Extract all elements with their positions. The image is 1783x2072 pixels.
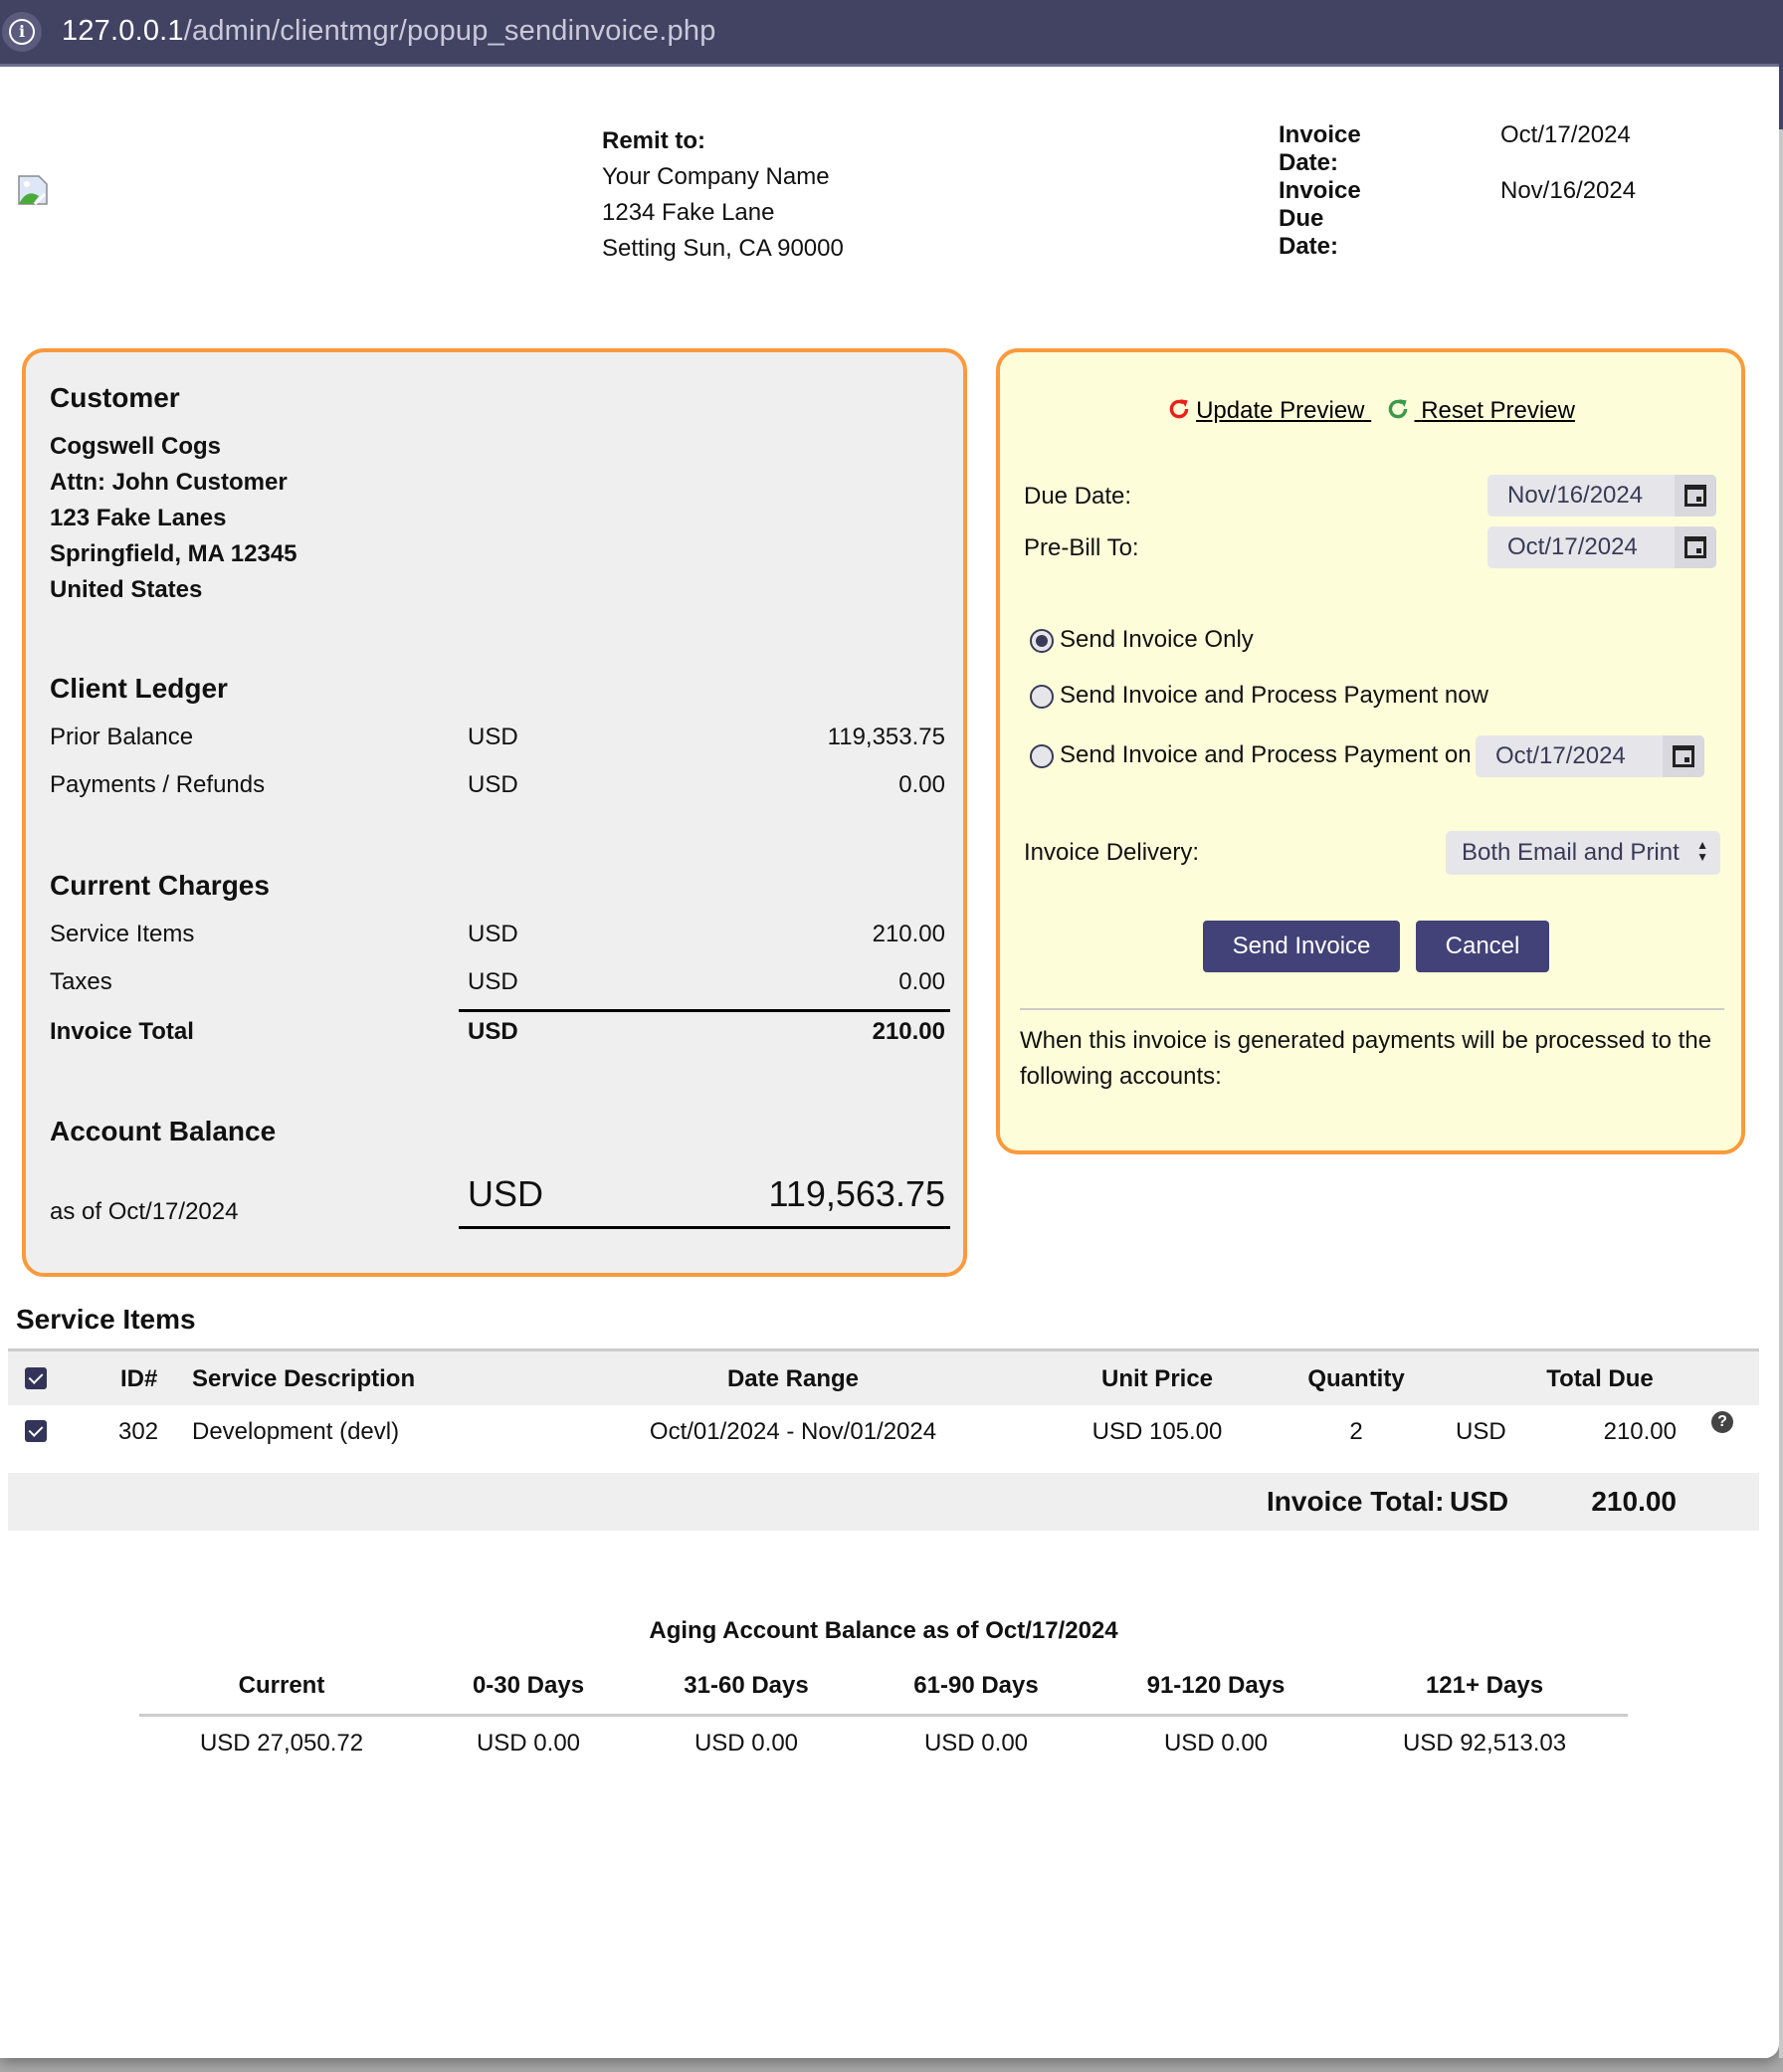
broken-image-icon xyxy=(17,174,49,206)
update-preview-label: Update Preview xyxy=(1196,397,1365,424)
prebill-date-value: Oct/17/2024 xyxy=(1507,533,1638,560)
current-charges-heading: Current Charges xyxy=(50,870,270,901)
ledger-amount: 0.00 xyxy=(898,771,945,798)
row-description: Development (devl) xyxy=(192,1418,400,1445)
calendar-icon[interactable] xyxy=(1663,735,1704,777)
remit-street: 1234 Fake Lane xyxy=(602,199,775,226)
parent-scrollbar[interactable] xyxy=(1779,0,1783,2058)
header-description: Service Description xyxy=(192,1365,416,1392)
prebill-date-input[interactable] xyxy=(1487,526,1716,568)
invoice-total-amount: 210.00 xyxy=(872,1018,945,1045)
calendar-icon[interactable] xyxy=(1675,526,1716,568)
customer-city: Springfield, MA 12345 xyxy=(50,540,297,567)
reset-preview-label: Reset Preview xyxy=(1421,397,1575,424)
update-preview-link[interactable] xyxy=(1196,397,1371,424)
delivery-row xyxy=(1024,831,1720,875)
delivery-value: Both Email and Print xyxy=(1462,839,1680,866)
row-unit-price: USD 105.00 xyxy=(1091,1418,1223,1445)
cancel-button[interactable] xyxy=(1416,921,1549,972)
aging-header: 31-60 Days xyxy=(684,1672,809,1699)
delivery-select[interactable] xyxy=(1446,831,1720,875)
balance-currency: USD xyxy=(468,1173,544,1214)
charge-row xyxy=(50,921,945,956)
refresh-icon-green[interactable] xyxy=(1385,396,1411,429)
aging-title: Aging Account Balance as of Oct/17/2024 xyxy=(649,1617,1118,1644)
aging-value: USD 92,513.03 xyxy=(1402,1730,1567,1757)
row-checkbox[interactable] xyxy=(25,1420,47,1442)
delivery-label: Invoice Delivery: xyxy=(1024,839,1200,866)
aging-header: 61-90 Days xyxy=(913,1672,1039,1699)
ledger-currency: USD xyxy=(468,724,518,750)
account-balance-heading: Account Balance xyxy=(50,1116,277,1146)
payment-date-value: Oct/17/2024 xyxy=(1495,742,1626,769)
preview-links xyxy=(1000,396,1741,429)
send-invoice-label: Send Invoice xyxy=(1232,932,1371,959)
charge-amount: 210.00 xyxy=(872,921,945,947)
row-total: 210.00 xyxy=(1603,1418,1677,1445)
radio-label: Send Invoice and Process Payment now xyxy=(1060,682,1488,709)
aging-values-row xyxy=(139,1730,1628,1765)
invoice-total-currency: USD xyxy=(468,1018,518,1045)
customer-heading: Customer xyxy=(50,382,180,413)
ledger-currency: USD xyxy=(468,771,518,798)
customer-street: 123 Fake Lanes xyxy=(50,505,227,531)
charge-row xyxy=(50,968,945,1004)
invoice-summary-panel xyxy=(22,348,967,1277)
charge-currency: USD xyxy=(468,968,518,995)
header-date-range: Date Range xyxy=(726,1365,860,1392)
refresh-icon-red[interactable] xyxy=(1166,396,1192,429)
payment-accounts-note: When this invoice is generated payments will be processed to the following accounts: xyxy=(1020,1027,1712,1090)
aging-value: USD 0.00 xyxy=(476,1730,581,1757)
invoice-total-currency: USD xyxy=(1450,1486,1509,1517)
header-id: ID# xyxy=(120,1365,158,1392)
row-quantity: 2 xyxy=(1349,1418,1363,1445)
help-icon[interactable]: ? xyxy=(1711,1411,1733,1433)
select-all-checkbox[interactable] xyxy=(25,1367,47,1389)
calendar-icon[interactable] xyxy=(1675,475,1716,517)
reset-preview-link[interactable] xyxy=(1415,397,1575,424)
info-icon[interactable]: i xyxy=(2,12,42,52)
customer-name: Cogswell Cogs xyxy=(50,433,222,460)
balance-asof-text: as of Oct/17/2024 xyxy=(50,1198,239,1225)
aging-value: USD 0.00 xyxy=(1163,1730,1269,1757)
radio-label: Send Invoice and Process Payment on xyxy=(1060,741,1472,768)
ledger-label: Prior Balance xyxy=(50,724,194,750)
customer-attn: Attn: John Customer xyxy=(50,469,288,496)
aging-divider xyxy=(139,1714,1628,1717)
panel-divider xyxy=(1020,1008,1724,1010)
cancel-label: Cancel xyxy=(1445,932,1520,959)
header-unit-price: Unit Price xyxy=(1100,1365,1214,1392)
invoice-total-amount: 210.00 xyxy=(1591,1486,1677,1517)
service-items-heading: Service Items xyxy=(16,1304,196,1335)
invoice-date-label: Invoice Date: xyxy=(1279,121,1361,176)
table-header xyxy=(8,1348,1759,1405)
charge-amount: 0.00 xyxy=(898,968,945,995)
charge-label: Taxes xyxy=(50,968,112,995)
header-quantity: Quantity xyxy=(1307,1365,1405,1392)
radio-label: Send Invoice Only xyxy=(1060,626,1254,653)
prebill-row xyxy=(1024,526,1720,570)
aging-value: USD 0.00 xyxy=(693,1730,799,1757)
aging-value: USD 0.00 xyxy=(923,1730,1029,1757)
balance-underline xyxy=(459,1226,950,1229)
balance-amount: 119,563.75 xyxy=(768,1173,945,1214)
remit-label: Remit to: xyxy=(602,127,705,154)
address-bar[interactable] xyxy=(0,0,1779,67)
select-arrows-icon: ▲ ▼ xyxy=(1696,838,1708,864)
url-path: /admin/clientmgr/popup_sendinvoice.php xyxy=(183,15,716,47)
remit-to-block xyxy=(602,123,844,267)
row-id: 302 xyxy=(118,1418,159,1445)
row-date-range: Oct/01/2024 - Nov/01/2024 xyxy=(649,1418,937,1445)
aging-header: 0-30 Days xyxy=(472,1672,585,1699)
aging-header: 121+ Days xyxy=(1425,1672,1544,1699)
ledger-label: Payments / Refunds xyxy=(50,771,266,798)
remit-city: Setting Sun, CA 90000 xyxy=(602,235,844,262)
invoice-date-value: Oct/17/2024 xyxy=(1500,121,1631,148)
aging-value: USD 27,050.72 xyxy=(199,1730,364,1757)
due-date-input[interactable] xyxy=(1487,475,1716,517)
due-date-row xyxy=(1024,475,1720,518)
send-options-panel xyxy=(996,348,1745,1154)
total-divider xyxy=(459,1009,950,1012)
url-text[interactable] xyxy=(62,15,716,48)
url-host: 127.0.0.1 xyxy=(62,15,184,47)
invoice-total-row xyxy=(50,1018,945,1054)
charge-currency: USD xyxy=(468,921,518,947)
row-currency: USD xyxy=(1456,1418,1506,1445)
radio-button[interactable] xyxy=(1030,629,1054,653)
ledger-row xyxy=(50,724,945,759)
header-total-due: Total Due xyxy=(1546,1365,1654,1392)
prebill-label: Pre-Bill To: xyxy=(1024,534,1139,561)
invoice-total-bar xyxy=(8,1473,1759,1531)
client-ledger-heading: Client Ledger xyxy=(50,673,228,704)
customer-address xyxy=(50,429,297,608)
aging-header: Current xyxy=(238,1672,325,1699)
invoice-total-label: Invoice Total xyxy=(50,1018,194,1045)
invoice-due-date-value: Nov/16/2024 xyxy=(1500,177,1637,204)
aging-header: 91-120 Days xyxy=(1146,1672,1286,1699)
ledger-row xyxy=(50,771,945,807)
invoice-due-date-label: Invoice Due Date: xyxy=(1279,177,1361,260)
customer-country: United States xyxy=(50,576,203,603)
radio-button[interactable] xyxy=(1030,685,1054,709)
due-date-value: Nov/16/2024 xyxy=(1507,482,1644,509)
invoice-total-label: Invoice Total: xyxy=(1267,1486,1445,1517)
radio-button[interactable] xyxy=(1030,744,1054,768)
payment-date-input[interactable] xyxy=(1476,735,1704,777)
charge-label: Service Items xyxy=(50,921,195,947)
ledger-amount: 119,353.75 xyxy=(827,724,945,750)
remit-company: Your Company Name xyxy=(602,163,830,190)
table-row xyxy=(8,1405,1759,1473)
send-invoice-button[interactable] xyxy=(1203,921,1400,972)
due-date-label: Due Date: xyxy=(1024,483,1132,510)
aging-header-row xyxy=(139,1672,1628,1708)
